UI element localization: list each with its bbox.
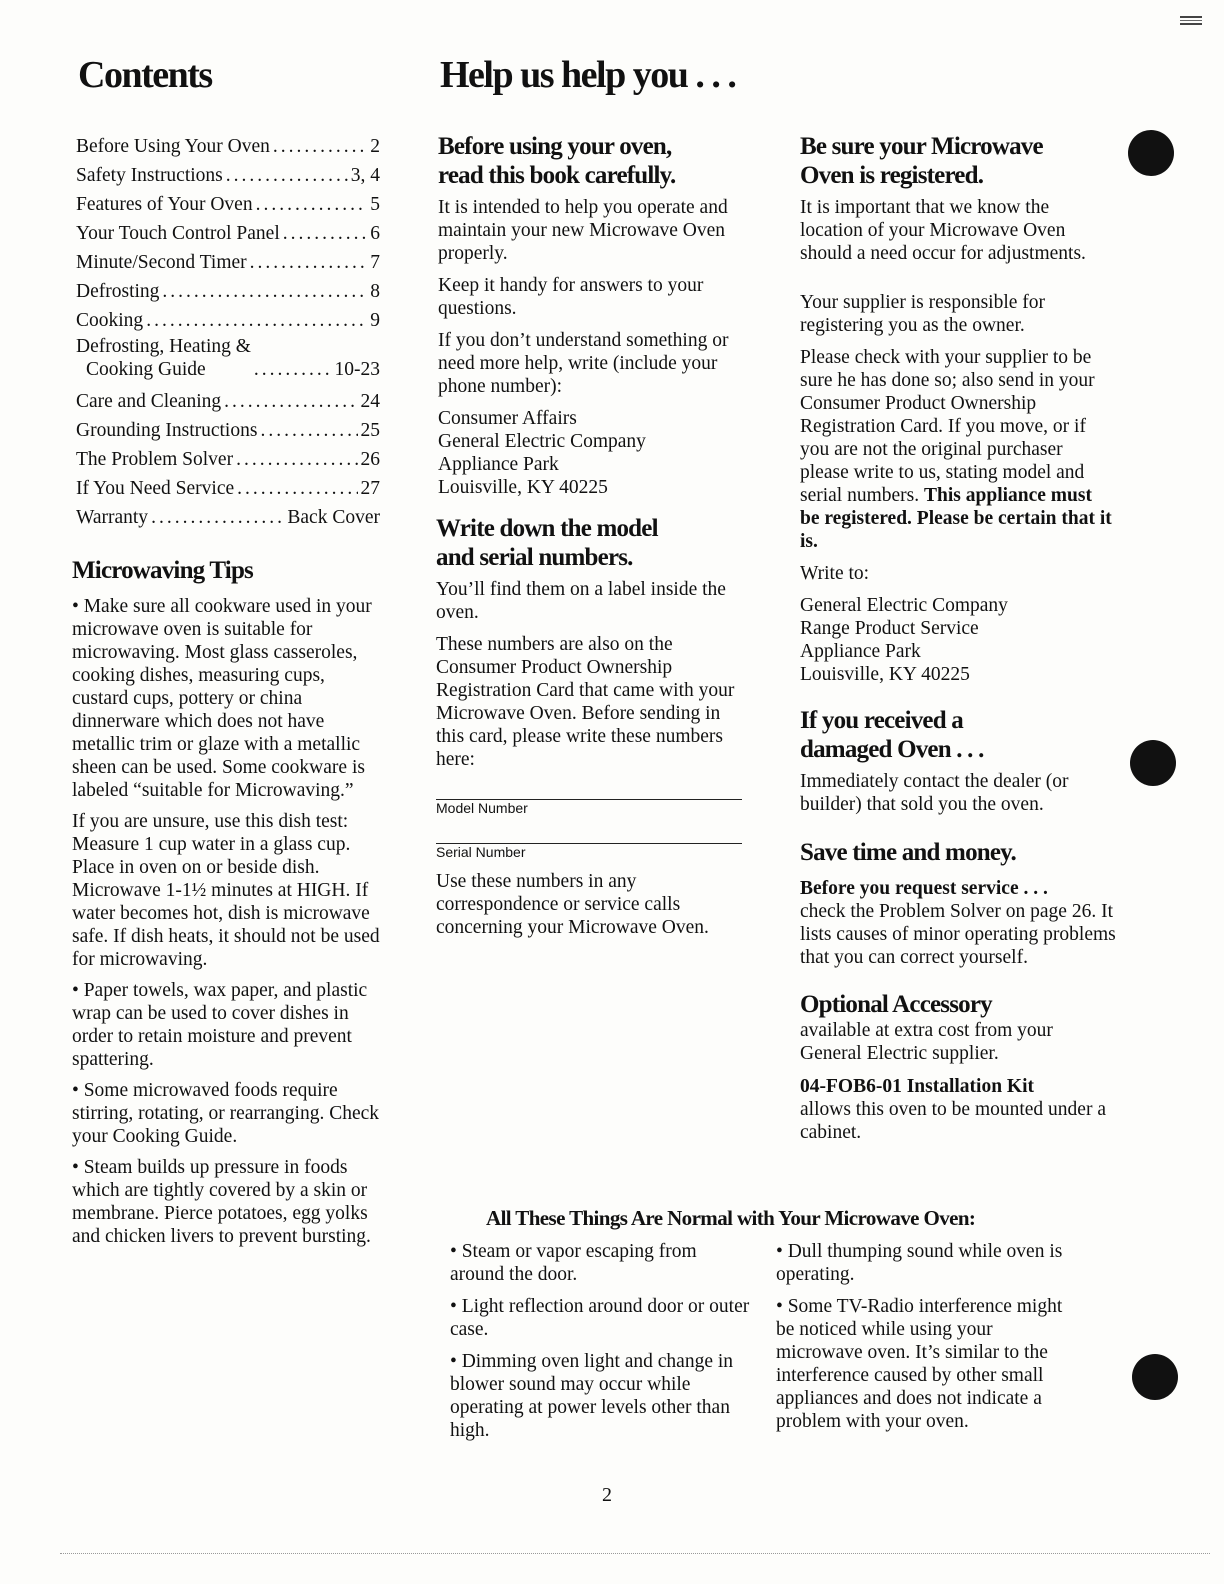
before-using-section [438,132,738,499]
normal-heading: All These Things Are Normal with Your Microwave Oven: [486,1206,976,1230]
toc-entry[interactable]: Before Using Your Oven ..... 2 [76,132,380,161]
damaged-paragraph: Immediately contact the dealer (or builder) that sold you the oven. [800,771,1069,815]
page-bottom-rule [60,1553,1210,1554]
model-serial-section [436,514,742,939]
page-number: 2 [602,1484,612,1506]
registered-paragraph: Your supplier is responsible for registering you as the owner. [800,292,1046,336]
tip-paragraph: • Paper towels, wax paper, and plastic wrap can be used to cover dishes in order to retain moisture and prevent spattering. [72,980,368,1070]
toc-entry[interactable]: Your Touch Control Panel ..... 6 [76,219,380,248]
microwaving-tips [72,556,382,1256]
tip-paragraph: • Make sure all cookware used in your microwave oven is suitable for microwaving. Most glass casseroles, cooking dishes, measuring cups, custard cups, pottery or china dinnerware which does not have metallic trim or glaze with a metallic sheen can be used. Some cookware is labeled “suitable for Microwaving.” [72,596,372,801]
normal-item: • Some TV-Radio interference might be noticed while using your microwave oven. It’s similar to the interference caused by other small appliances and does not indicate a problem with your oven. [776,1296,1063,1432]
before-paragraph: It is intended to help you operate and maintain your new Microwave Oven properly. [438,197,728,264]
write-to-label: Write to: [800,563,870,584]
consumer-affairs-address: Consumer Affairs General Electric Company Appliance Park Louisville, KY 40225 [438,408,646,498]
binder-hole [1130,740,1176,786]
write-down-paragraph: Use these numbers in any correspondence or service calls concerning your Microwave Oven. [436,871,709,938]
serial-number-label: Serial Number [436,844,526,860]
installation-kit-label: 04-FOB6-01 Installation Kit [800,1076,1035,1097]
binder-hole [1132,1354,1178,1400]
normal-item: • Dull thumping sound while oven is operating. [776,1241,1063,1285]
registered-heading: Be sure your Microwave Oven is registered. [800,133,1043,189]
write-down-heading: Write down the model and serial numbers. [436,515,658,571]
write-down-paragraph: You’ll find them on a label inside the oven. [436,579,726,623]
save-time-section [800,838,1116,969]
accessory-heading: Optional Accessory [800,991,992,1018]
normal-list-left [450,1240,750,1451]
normal-item: • Dimming oven light and change in blower sound may occur while operating at power levels other than high. [450,1351,734,1441]
tip-paragraph: • Steam builds up pressure in foods which are tightly covered by a skin or membrane. Pierce potatoes, egg yolks and chicken livers to prevent bursting. [72,1157,371,1247]
range-service-address: General Electric Company Range Product Service Appliance Park Louisville, KY 40225 [800,595,1008,685]
corner-mark [1180,16,1202,25]
accessory-section [800,990,1112,1144]
registration-section [800,132,1112,686]
toc-entry[interactable]: Defrosting, Heating & Cooking Guide ..... 10-23 [76,335,380,381]
table-of-contents [76,132,380,532]
write-down-paragraph: These numbers are also on the Consumer Product Ownership Registration Card that came with your Microwave Oven. Before sending in this card, please write these numbers here: [436,634,735,770]
tips-heading: Microwaving Tips [72,557,253,584]
registered-paragraph: Please check with your supplier to be sure he has done so; also send in your Consumer Product Ownership Registration Card. If you move, or if you are not the original purchaser please write to us, stating model and serial numbers. This appliance must be registered. Please be certain that it is. [800,347,1112,552]
binder-hole [1128,130,1174,176]
toc-entry[interactable]: Care and Cleaning ..... 24 [76,387,380,416]
toc-entry[interactable]: Defrosting ..... 8 [76,277,380,306]
tip-paragraph: If you are unsure, use this dish test: Measure 1 cup water in a glass cup. Place in oven on or beside dish. Microwave 1-1½ minutes at HIGH. If water becomes hot, dish is microwave safe. If dish heats, it should not be used for microwaving. [72,811,380,970]
toc-entry[interactable]: Cooking ..... 9 [76,306,380,335]
save-paragraph: Before you request service . . . check the Problem Solver on page 26. It lists causes of minor operating problems that you can correct yourself. [800,878,1116,968]
normal-item: • Steam or vapor escaping from around the door. [450,1241,697,1285]
help-title: Help us help you . . . [440,54,736,96]
before-paragraph: Keep it handy for answers to your questions. [438,275,704,319]
before-paragraph: If you don’t understand something or need more help, write (include your phone number): [438,330,729,397]
toc-entry[interactable]: The Problem Solver ..... 26 [76,445,380,474]
contents-title: Contents [78,54,212,96]
normal-list-right [776,1240,1078,1442]
before-heading: Before using your oven, read this book carefully. [438,133,676,189]
toc-entry[interactable]: Warranty ..... Back Cover [76,503,380,532]
accessory-paragraph: available at extra cost from your General Electric supplier. [800,1020,1053,1064]
registered-paragraph: It is important that we know the location of your Microwave Oven should a need occur for adjustments. [800,197,1086,264]
damaged-oven-section [800,706,1112,816]
toc-entry[interactable]: If You Need Service ..... 27 [76,474,380,503]
toc-entry[interactable]: Safety Instructions ..... 3, 4 [76,161,380,190]
toc-entry[interactable]: Features of Your Oven ..... 5 [76,190,380,219]
tip-paragraph: • Some microwaved foods require stirring, rotating, or rearranging. Check your Cooking Guide. [72,1080,380,1147]
model-number-label: Model Number [436,800,528,816]
save-heading: Save time and money. [800,839,1016,866]
toc-entry[interactable]: Grounding Instructions ..... 25 [76,416,380,445]
accessory-paragraph: allows this oven to be mounted under a cabinet. [800,1099,1106,1143]
normal-item: • Light reflection around door or outer case. [450,1296,750,1340]
damaged-heading: If you received a damaged Oven . . . [800,707,984,763]
toc-entry[interactable]: Minute/Second Timer ..... 7 [76,248,380,277]
